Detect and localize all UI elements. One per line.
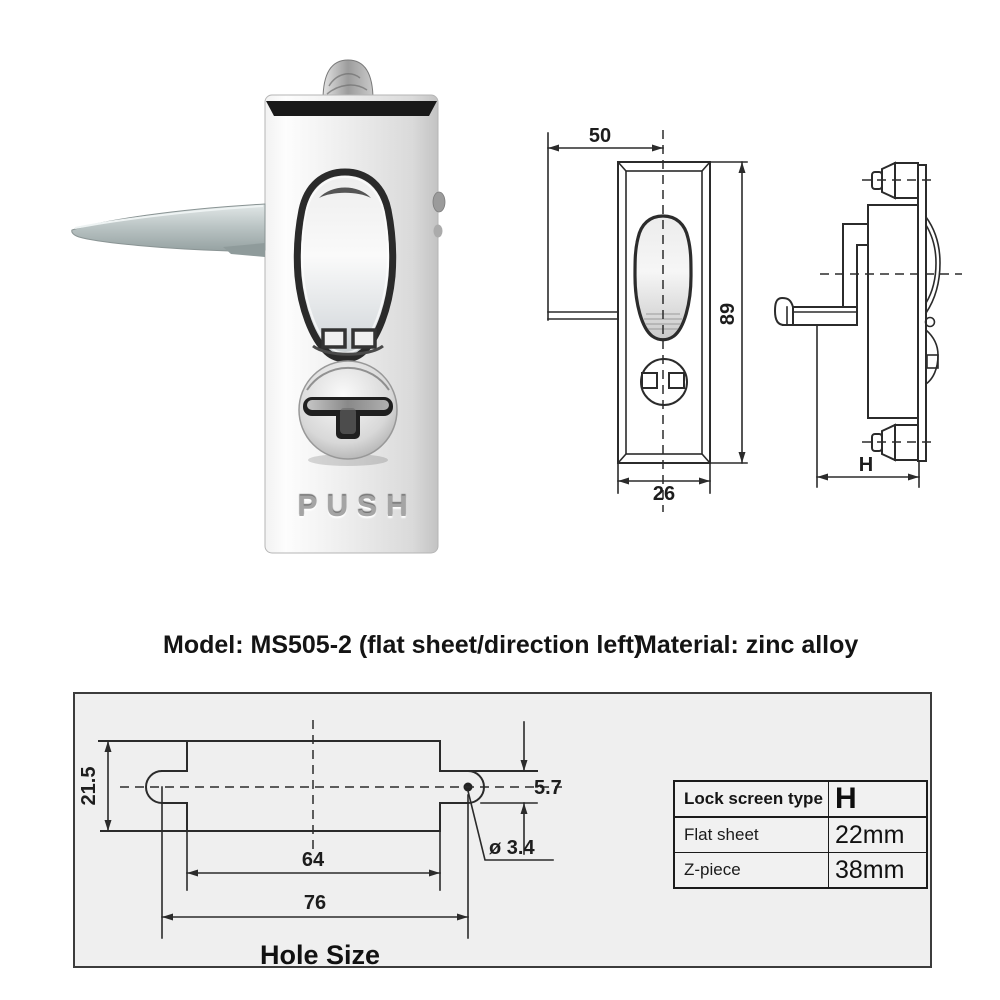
spec-row-value: 22mm bbox=[829, 818, 926, 853]
material-text: Material: zinc alloy bbox=[636, 631, 859, 659]
front-dim-width-top: 50 bbox=[588, 125, 612, 147]
spec-table bbox=[673, 780, 928, 889]
spec-row-value: H bbox=[829, 782, 926, 818]
front-oval-button bbox=[635, 216, 691, 340]
oval-button bbox=[297, 172, 393, 359]
hole-dim-slot-height: 5.7 bbox=[534, 777, 562, 799]
side-knob-small bbox=[434, 225, 443, 238]
body-top-band bbox=[266, 101, 437, 116]
hole-dim-inner-width: 64 bbox=[301, 849, 325, 871]
top-screw bbox=[323, 60, 373, 100]
hole-size-drawing bbox=[75, 694, 635, 966]
side-knob bbox=[433, 192, 445, 212]
front-dim-width-bottom: 26 bbox=[652, 483, 676, 505]
spec-row-label: Z-piece bbox=[675, 853, 829, 887]
spec-row-label: Lock screen type bbox=[675, 782, 829, 818]
side-dim-depth: H bbox=[858, 454, 874, 476]
oval-notch-right bbox=[353, 330, 375, 347]
hole-dim-height: 21.5 bbox=[78, 766, 100, 806]
spec-row-label: Flat sheet bbox=[675, 818, 829, 853]
side-view-drawing bbox=[762, 133, 967, 503]
caption-line bbox=[0, 631, 1000, 665]
hole-dim-outer-width: 76 bbox=[303, 892, 327, 914]
model-text: Model: MS505-2 (flat sheet/direction left) bbox=[163, 631, 643, 659]
spec-row-value: 38mm bbox=[835, 855, 905, 884]
oval-notch-left bbox=[323, 330, 345, 347]
front-dim-height: 89 bbox=[717, 302, 739, 326]
hole-size-title: Hole Size bbox=[259, 940, 381, 966]
lever-handle bbox=[72, 204, 265, 257]
hole-dim-diameter: ø 3.4 bbox=[489, 837, 535, 859]
push-engraving: PUSH bbox=[297, 490, 417, 523]
front-view-drawing bbox=[530, 108, 765, 513]
